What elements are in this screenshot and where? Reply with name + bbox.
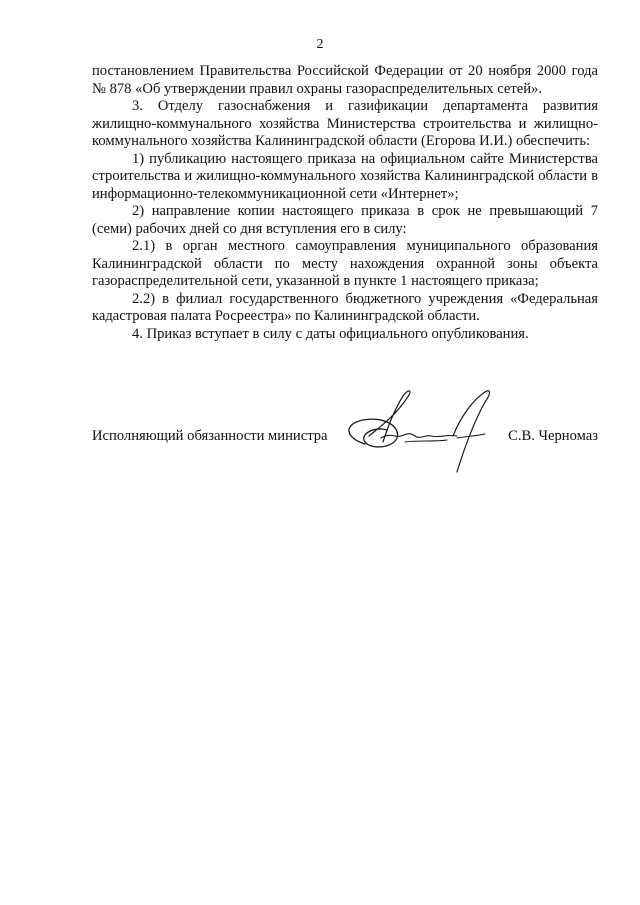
handwritten-signature xyxy=(335,386,525,478)
paragraph-item-3-2: 2) направление копии настоящего приказа в срок не превышающий 7 (семи) рабочих дней со дня вступления его в силу: xyxy=(92,203,598,237)
paragraph-item-2-2: 2.2) в филиал государственного бюджетного учреждения «Федеральная кадастровая палата Росреестра» по Калининградской области. xyxy=(92,290,598,324)
paragraph-item-3: 3. Отделу газоснабжения и газификации департамента развития жилищно-коммунального хозяйства Министерства строительства и жилищно-коммунального хозяйства Калининградской области (Егорова И.И.) обеспечить: xyxy=(92,98,598,149)
paragraph-item-4: 4. Приказ вступает в силу с даты официального опубликования. xyxy=(132,325,529,342)
signatory-name: С.В. Черномаз xyxy=(508,428,598,444)
paragraph-item-2-1: 2.1) в орган местного самоуправления муниципального образования Калининградской области по месту нахождения охранной зоны объекта газораспределительной сети, указанной в пункте 1 настоящего приказа; xyxy=(92,238,598,289)
paragraph-item-3-1: 1) публикацию настоящего приказа на официальном сайте Министерства строительства и жилищно-коммунального хозяйства Калининградской области в информационно-телекоммуникационной сети «Интернет»; xyxy=(92,150,598,202)
document-body xyxy=(92,63,598,343)
signatory-title: Исполняющий обязанности министра xyxy=(92,428,328,444)
paragraph-continuation: постановлением Правительства Российской Федерации от 20 ноября 2000 года № 878 «Об утверждении правил охраны газораспределительных сетей». xyxy=(92,63,598,97)
page-number: 2 xyxy=(316,37,324,52)
